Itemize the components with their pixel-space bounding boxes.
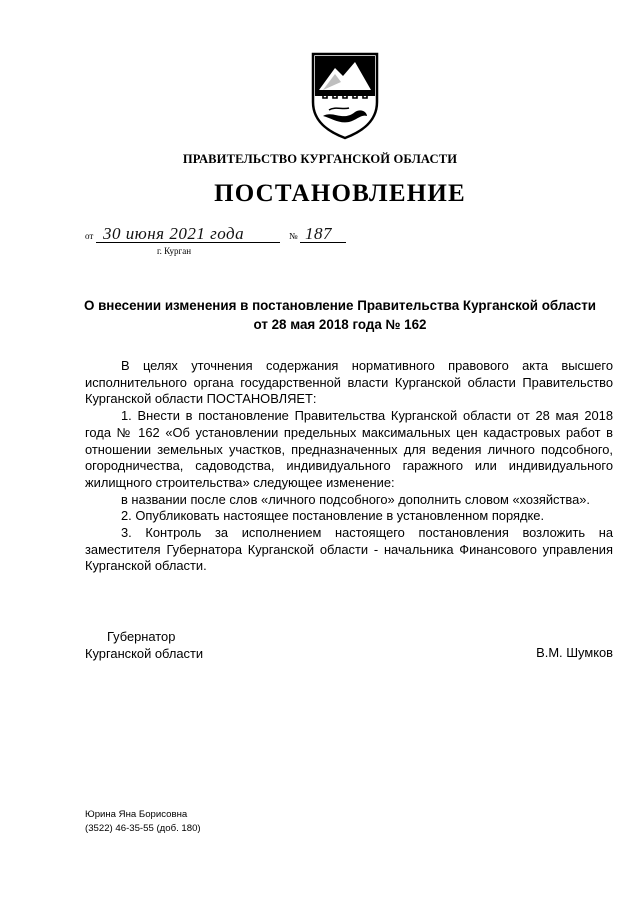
executor-phone: (3522) 46-35-55 (доб. 180): [85, 823, 201, 834]
signatory-name: В.М. Шумков: [536, 645, 613, 660]
kurgan-coat-of-arms-icon: [309, 50, 381, 140]
clause-3-paragraph: 3. Контроль за исполнением настоящего постановления возложить на заместителя Губернатора Курганской области - начальника Финансового управления Курганской области.: [85, 525, 613, 574]
document-body: [85, 358, 613, 575]
position-line-2: Курганской области: [85, 646, 204, 661]
clause-1-change-paragraph: в названии после слов «личного подсобного» дополнить словом «хозяйства».: [121, 491, 591, 507]
executor-info: [85, 808, 201, 836]
document-type: ПОСТАНОВЛЕНИЕ: [214, 180, 466, 207]
government-name: ПРАВИТЕЛЬСТВО КУРГАНСКОЙ ОБЛАСТИ: [182, 152, 458, 166]
city-label: г. Курган: [157, 246, 192, 256]
preamble-paragraph: В целях уточнения содержания нормативного правового акта высшего исполнительного органа государственной власти Курганской области Правительство Курганской области ПОСТАНОВЛЯЕТ:: [85, 358, 613, 407]
position-line-1: Губернатор: [107, 629, 176, 644]
clause-2-paragraph: 2. Опубликовать настоящее постановление в установленном порядке.: [121, 508, 545, 524]
executor-name: Юрина Яна Борисовна: [85, 809, 188, 820]
clause-1-paragraph: 1. Внести в постановление Правительства Курганской области от 28 мая 2018 года № 162 «Об установлении предельных максимальных цен кадастровых работ в отношении земельных участков, предназначенных для ведения личного подсобного, огородничества, садоводства, индивидуального гаражного или индивидуального жилищного строительства» следующее изменение:: [85, 408, 613, 490]
handwritten-date: 30 июня 2021 года: [103, 224, 245, 243]
number-label: №: [289, 231, 298, 241]
from-label: от: [85, 231, 94, 241]
number-underline: [300, 242, 346, 243]
document-title: О внесении изменения в постановление Правительства Курганской области от 28 мая 2018 года № 162: [83, 298, 597, 332]
date-underline: [96, 242, 280, 243]
signatory-position: [85, 628, 203, 662]
handwritten-number: 187: [305, 224, 332, 243]
